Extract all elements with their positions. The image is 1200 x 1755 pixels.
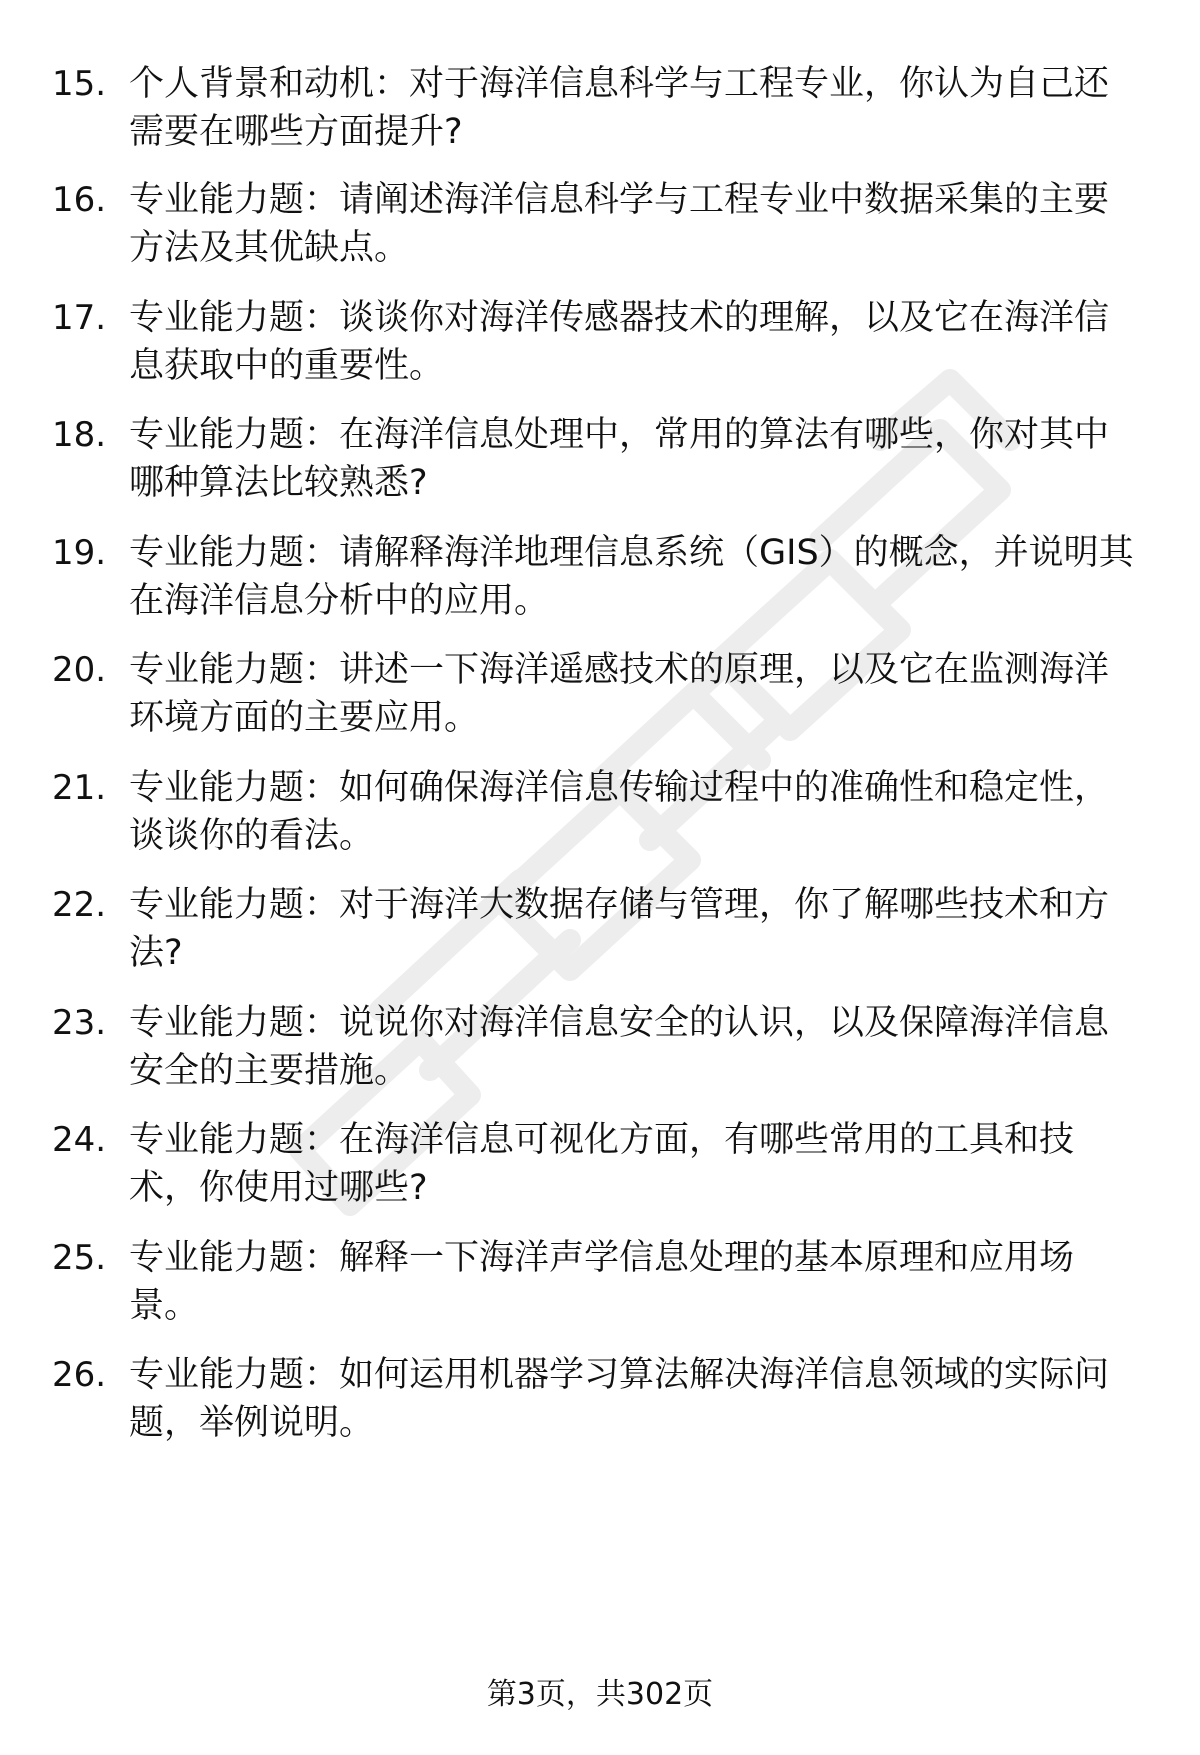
question-number: 19. bbox=[52, 533, 107, 573]
question-item bbox=[0, 999, 1200, 1109]
page-number-label: 第3页，共302页 bbox=[486, 1677, 714, 1712]
question-number: 23. bbox=[52, 1003, 107, 1043]
question-item bbox=[0, 1234, 1200, 1344]
page-footer bbox=[0, 1675, 1200, 1715]
question-text: 专业能力题：请解释海洋地理信息系统（GIS）的概念，并说明其在海洋信息分析中的应用。 bbox=[129, 533, 1134, 621]
question-number: 25. bbox=[52, 1238, 107, 1278]
question-text: 专业能力题：说说你对海洋信息安全的认识，以及保障海洋信息安全的主要措施。 bbox=[129, 1003, 1110, 1091]
question-item bbox=[0, 176, 1200, 286]
question-text: 专业能力题：请阐述海洋信息科学与工程专业中数据采集的主要方法及其优缺点。 bbox=[129, 180, 1110, 268]
question-item bbox=[0, 1351, 1200, 1461]
question-number: 20. bbox=[52, 650, 107, 690]
question-item bbox=[0, 294, 1200, 404]
question-number: 17. bbox=[52, 298, 107, 338]
question-text: 专业能力题：讲述一下海洋遥感技术的原理，以及它在监测海洋环境方面的主要应用。 bbox=[129, 650, 1110, 738]
question-item bbox=[0, 881, 1200, 991]
question-item bbox=[0, 764, 1200, 874]
question-text: 专业能力题：如何运用机器学习算法解决海洋信息领域的实际问题，举例说明。 bbox=[129, 1355, 1110, 1443]
question-number: 26. bbox=[52, 1355, 107, 1395]
question-text: 专业能力题：解释一下海洋声学信息处理的基本原理和应用场景。 bbox=[129, 1238, 1075, 1326]
question-text: 专业能力题：对于海洋大数据存储与管理，你了解哪些技术和方法? bbox=[129, 885, 1110, 973]
question-number: 24. bbox=[52, 1120, 107, 1160]
question-item bbox=[0, 411, 1200, 521]
question-number: 16. bbox=[52, 180, 107, 220]
question-number: 15. bbox=[52, 64, 107, 104]
question-item bbox=[0, 529, 1200, 639]
question-text: 专业能力题：如何确保海洋信息传输过程中的准确性和稳定性，谈谈你的看法。 bbox=[129, 768, 1110, 856]
question-number: 18. bbox=[52, 415, 107, 455]
question-item bbox=[0, 60, 1200, 170]
question-number: 22. bbox=[52, 885, 107, 925]
question-text: 专业能力题：在海洋信息可视化方面，有哪些常用的工具和技术，你使用过哪些? bbox=[129, 1120, 1075, 1208]
question-text: 专业能力题：在海洋信息处理中，常用的算法有哪些，你对其中哪种算法比较熟悉? bbox=[129, 415, 1110, 503]
question-item bbox=[0, 1116, 1200, 1226]
question-item bbox=[0, 646, 1200, 756]
question-text: 个人背景和动机：对于海洋信息科学与工程专业，你认为自己还需要在哪些方面提升? bbox=[129, 64, 1110, 152]
question-text: 专业能力题：谈谈你对海洋传感器技术的理解，以及它在海洋信息获取中的重要性。 bbox=[129, 298, 1110, 386]
question-number: 21. bbox=[52, 768, 107, 808]
